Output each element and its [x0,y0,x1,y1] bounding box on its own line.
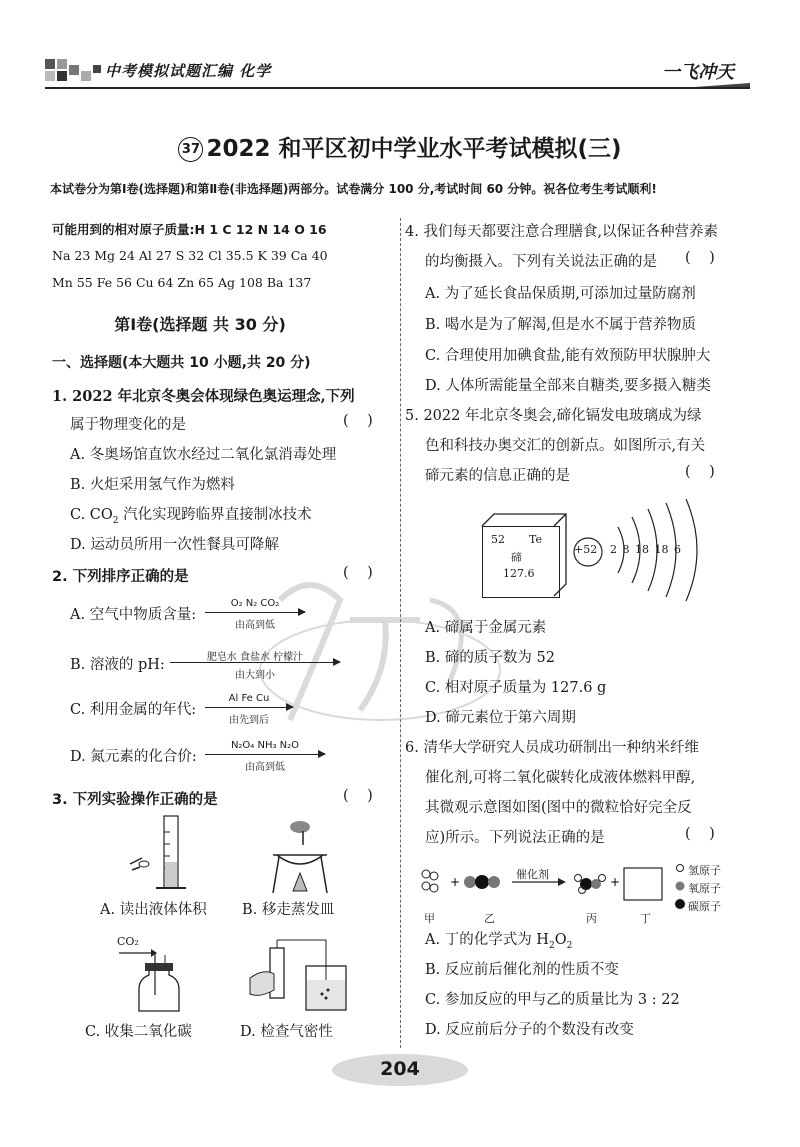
label-ding: 丁 [640,912,651,925]
q5-answer-bracket: ( ) [685,464,715,480]
q3-answer-bracket: ( ) [343,788,373,804]
q5-stem-1: 5. 2022 年北京冬奥会,碲化镉发电玻璃成为绿 [405,408,702,424]
q5-stem-2: 色和科技办奥交汇的创新点。如图所示,有关 [425,438,706,454]
catalyst-label: 催化剂 [516,868,549,881]
q2-answer-bracket: ( ) [343,565,373,581]
q6-a-pre: A. 丁的化学式为 H [425,932,549,948]
legend-carbon: 碳原子 [688,900,721,913]
q1-answer-bracket: ( ) [343,413,373,429]
airtightness-figure [240,938,350,1018]
legend-symbols [674,862,686,914]
q1-c-sub: 2 [112,515,119,526]
co2-label: CO₂ [117,935,139,948]
q3-stem: 3. 下列实验操作正确的是 [52,792,218,808]
arrow-line [205,707,293,708]
label-bing: 丙 [586,912,597,925]
q6-a-sub1: 2 [548,940,555,951]
q6-a-sub2: 2 [566,940,573,951]
atomic-mass-line-2: Na 23 Mg 24 Al 27 S 32 Cl 35.5 K 39 Ca 40 [52,248,328,263]
svg-text:+: + [450,875,461,889]
gas-collection-figure [115,945,205,1015]
q1-option-d: D. 运动员所用一次性餐具可降解 [70,537,279,553]
q3-option-c: C. 收集二氧化碳 [85,1024,192,1040]
q6-option-c: C. 参加反应的甲与乙的质量比为 3 : 22 [425,992,680,1008]
q5-option-b: B. 碲的质子数为 52 [425,650,555,666]
atomic-mass-line-3: Mn 55 Fe 56 Cu 64 Zn 65 Ag 108 Ba 137 [52,275,312,290]
atomic-mass: 127.6 [503,567,535,580]
q2-b-top: 肥皂水 食盐水 柠檬汁 [206,652,304,663]
q4-option-b: B. 喝水是为了解渴,但是水不属于营养物质 [425,317,696,333]
q6-stem-1: 6. 清华大学研究人员成功研制出一种纳米纤维 [405,740,699,756]
element-name: 碲 [511,551,522,564]
arrow-head [318,750,326,758]
q2-b-bot: 由大到小 [235,670,275,681]
q5-option-d: D. 碲元素位于第六周期 [425,710,576,726]
q6-option-d: D. 反应前后分子的个数没有改变 [425,1022,634,1038]
q1-option-b: B. 火炬采用氢气作为燃料 [70,477,235,493]
q1-option-a: A. 冬奥场馆直饮水经过二氧化氯消毒处理 [70,447,337,463]
arrow-line [205,612,305,613]
element-symbol: Te [529,533,542,546]
q4-option-a: A. 为了延长食品保质期,可添加过量防腐剂 [425,286,696,302]
q3-option-b: B. 移走蒸发皿 [242,902,335,918]
page-title [0,130,800,163]
label-yi: 乙 [484,912,495,925]
exam-title: 2022 和平区初中学业水平考试模拟(三) [206,136,622,162]
column-divider [400,218,402,1048]
label-jia: 甲 [424,912,435,925]
evaporating-dish-figure [265,815,335,895]
q2-option-a: A. 空气中物质含量: [70,607,197,623]
q6-stem-2: 催化剂,可将二氧化碳转化成液体燃料甲醇, [425,770,696,786]
q6-stem-4: 应)所示。下列说法正确的是 [425,830,605,846]
q2-a-bot: 由高到低 [235,620,275,631]
q4-stem-2: 的均衡摄入。下列有关说法正确的是 [425,254,657,270]
svg-text:+: + [610,875,621,889]
q1-stem-2: 属于物理变化的是 [70,417,186,433]
q6-option-b: B. 反应前后催化剂的性质不变 [425,962,619,978]
graduated-cylinder-figure [120,812,200,892]
q5-option-a: A. 碲属于金属元素 [425,620,547,636]
section-title: 第Ⅰ卷(选择题 共 30 分) [114,315,286,334]
q2-c-bot: 由先到后 [229,715,269,726]
arrow-line [205,754,325,755]
q6-answer-bracket: ( ) [685,826,715,842]
q5-stem-3: 碲元素的信息正确的是 [425,468,570,484]
q1-stem-text: 1. 2022 年北京冬奥会体现绿色奥运理念,下列 [52,388,355,405]
q2-stem: 2. 下列排序正确的是 [52,569,189,585]
exam-note: 本试卷分为第Ⅰ卷(选择题)和第Ⅱ卷(非选择题)两部分。试卷满分 100 分,考试时间 60 分钟。祝各位考生考试顺利! [50,182,657,196]
q5-option-c: C. 相对原子质量为 127.6 g [425,680,607,696]
q1-stem-1 [52,385,355,406]
arrow-head [286,703,294,711]
q4-answer-bracket: ( ) [685,250,715,266]
q3-option-a: A. 读出液体体积 [100,902,207,918]
q3-option-d: D. 检查气密性 [240,1024,333,1040]
part-title: 一、选择题(本大题共 10 小题,共 20 分) [52,355,311,371]
q2-d-bot: 由高到低 [245,762,285,773]
exam-number-badge: 37 [178,137,203,162]
legend-oxygen: 氧原子 [688,882,721,895]
q2-c-top: Al Fe Cu [228,693,270,704]
q4-stem-1: 4. 我们每天都要注意合理膳食,以保证各种营养素 [405,224,719,240]
header-divider [45,87,750,89]
legend-hydrogen: 氢原子 [688,864,721,877]
q4-option-d: D. 人体所需能量全部来自糖类,要多摄入糖类 [425,378,711,394]
atomic-number: 52 [491,533,505,546]
q2-d-top: N₂O₄ NH₃ N₂O [230,740,300,751]
atomic-mass-line-1: 可能用到的相对原子质量:H 1 C 12 N 14 O 16 [52,222,327,237]
arrow-head [298,608,306,616]
q6-a-mid: O [554,932,567,948]
q2-option-d: D. 氮元素的化合价: [70,749,197,765]
q1-c-pre: C. CO [70,507,113,523]
book-title: 中考模拟试题汇编 化学 [105,62,272,80]
q2-option-b: B. 溶液的 pH: [70,657,165,673]
nucleus-charge: +52 [574,543,598,556]
q4-option-c: C. 合理使用加碘食盐,能有效预防甲状腺肿大 [425,348,711,364]
q2-option-c: C. 利用金属的年代: [70,702,197,718]
q6-option-a [425,928,572,951]
q6-stem-3: 其微观示意图如图(图中的微粒恰好完全反 [425,800,692,816]
page-number: 204 [380,1058,420,1080]
brand-logo: 一飞冲天 [662,62,734,83]
q2-a-top: O₂ N₂ CO₂ [230,598,280,609]
q1-c-post: 汽化实现跨临界直接制冰技术 [118,507,312,523]
tellurium-element-box [482,526,560,598]
q1-option-c [70,503,312,526]
electron-shells: 2 8 18 18 6 [610,543,681,556]
